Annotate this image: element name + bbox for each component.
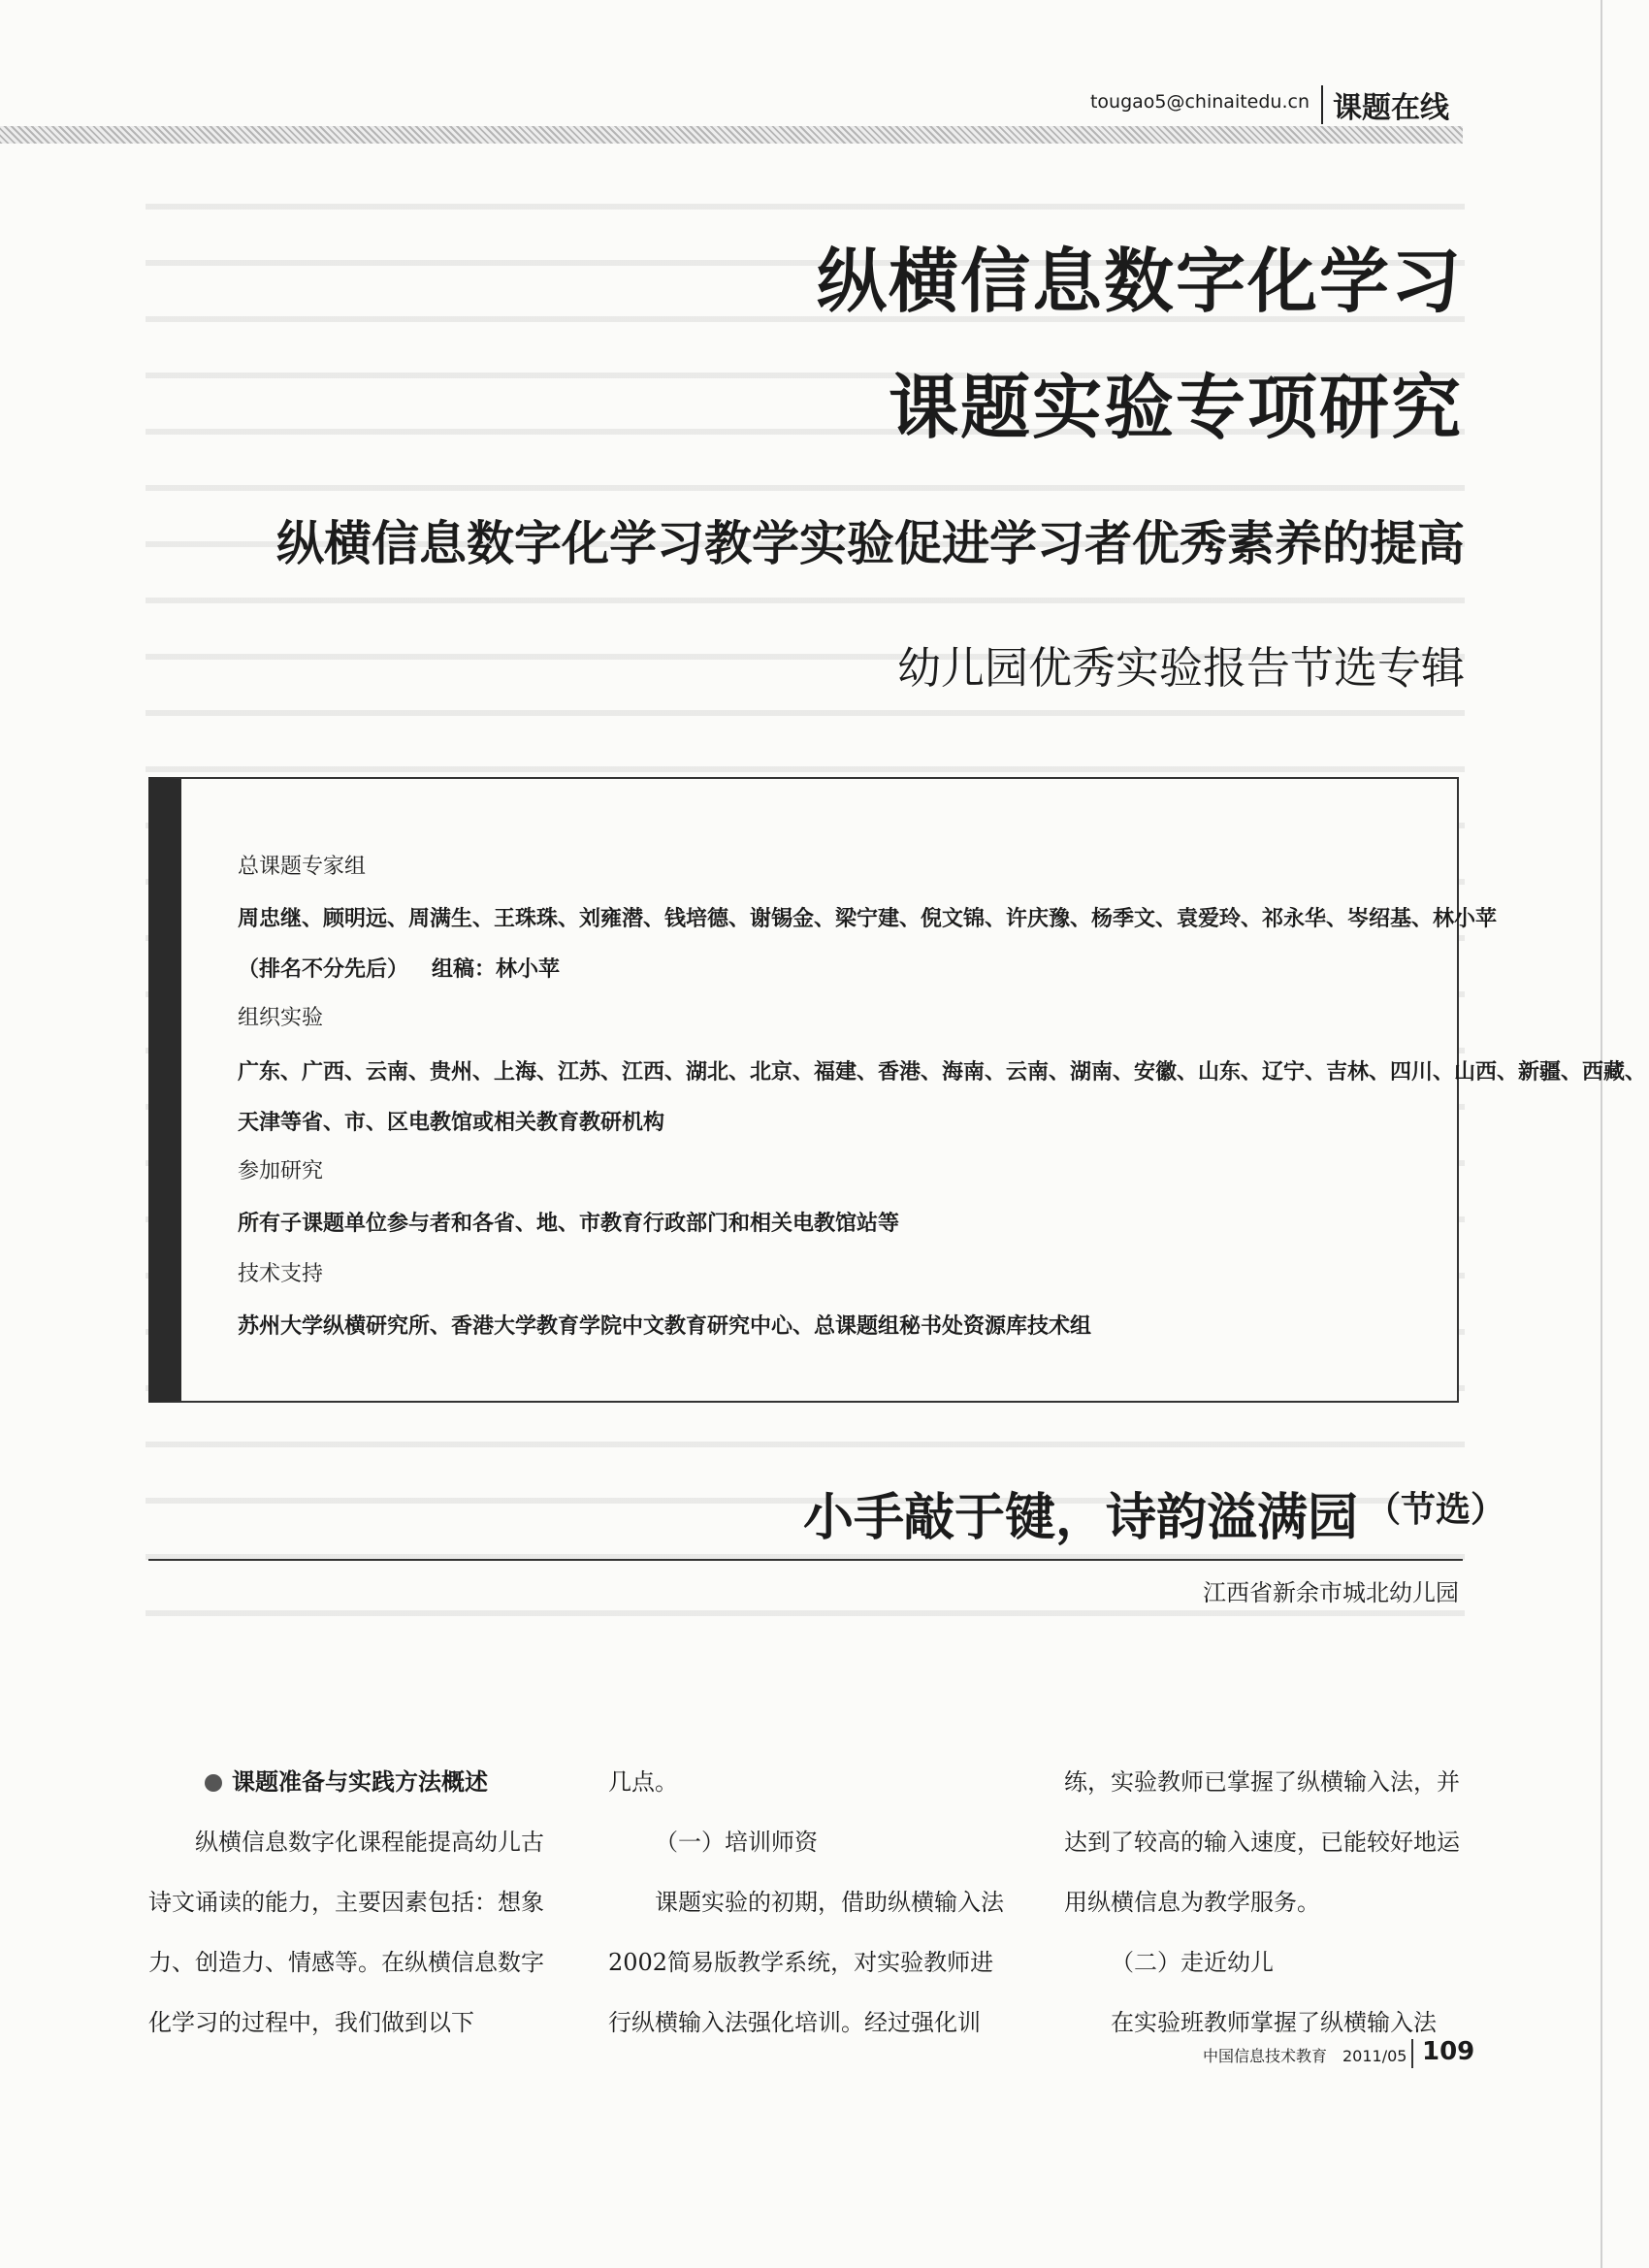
- header-section-title: 课题在线: [1333, 91, 1449, 125]
- join-label: 参加研究: [238, 1159, 324, 1183]
- article-tag: （节选）: [1366, 1490, 1506, 1530]
- header-hatch-band: [0, 126, 1463, 144]
- footer-magazine: 中国信息技术教育 2011/05: [1203, 2047, 1407, 2065]
- article-rule: [148, 1559, 1463, 1561]
- body-column-1: [148, 1752, 556, 2053]
- footer-divider: [1411, 2039, 1413, 2068]
- page-title-line1: 纵横信息数字化学习: [816, 241, 1463, 322]
- body-paragraph: 课题实验的初期，借助纵横输入法2002简易版教学系统，对实验教师进行纵横输入法强化培训。经过强化训: [608, 1889, 1004, 2036]
- header-email[interactable]: tougao5@chinaitedu.cn: [1089, 91, 1310, 113]
- tech-text: 苏州大学纵横研究所、香港大学教育学院中文教育研究中心、总课题组秘书处资源库技术组: [238, 1313, 1092, 1339]
- join-text: 所有子课题单位参与者和各省、地、市教育行政部门和相关电教馆站等: [238, 1211, 900, 1236]
- page-subsubtitle: 幼儿园优秀实验报告节选专辑: [896, 642, 1465, 694]
- experts-label: 总课题专家组: [238, 855, 367, 879]
- article-organization: 江西省新余市城北幼儿园: [1203, 1579, 1459, 1606]
- article-title: 小手敲于键，诗韵溢满园: [802, 1489, 1358, 1547]
- body-paragraph-continued: 几点。: [608, 1768, 678, 1796]
- bullet-icon: [205, 1774, 222, 1792]
- page-number: 109: [1422, 2037, 1475, 2066]
- editor-credit: 组稿：林小苹: [432, 956, 561, 982]
- subheading-training: （一）培训师资: [655, 1829, 818, 1856]
- org-list-line2: 天津等省、市、区电教馆或相关教育教研机构: [238, 1110, 665, 1135]
- body-paragraph-continued: 练，实验教师已掌握了纵横输入法，并达到了较高的输入速度，已能较好地运用纵横信息为教学服务。: [1064, 1768, 1460, 1916]
- org-label: 组织实验: [238, 1006, 324, 1030]
- section-heading-text: 课题准备与实践方法概述: [232, 1768, 488, 1796]
- experts-note: （排名不分先后）: [238, 956, 409, 982]
- page-title-line2: 课题实验专项研究: [888, 367, 1463, 448]
- body-paragraph: 纵横信息数字化课程能提高幼儿古诗文诵读的能力，主要因素包括：想象力、创造力、情感等。在纵横信息数字化学习的过程中，我们做到以下: [148, 1829, 544, 2036]
- tech-label: 技术支持: [238, 1262, 324, 1286]
- org-list-line1: 广东、广西、云南、贵州、上海、江苏、江西、湖北、北京、福建、香港、海南、云南、湖南、安徽、山东、辽宁、吉林、四川、山西、新疆、西藏、: [238, 1059, 1647, 1085]
- page-edge: [1600, 0, 1602, 2268]
- experts-list: 周忠继、顾明远、周满生、王珠珠、刘雍潜、钱培德、谢锡金、梁宁建、倪文锦、许庆豫、杨季文、袁爱玲、祁永华、岑绍基、林小苹: [238, 906, 1498, 931]
- body-column-3: [1064, 1752, 1471, 2053]
- page-subtitle: 纵横信息数字化学习教学实验促进学习者优秀素养的提高: [275, 516, 1465, 571]
- subheading-approach: （二）走近幼儿: [1111, 1949, 1274, 1976]
- body-paragraph: 在实验班教师掌握了纵横输入法: [1111, 2009, 1437, 2036]
- body-column-2: [608, 1752, 1016, 2053]
- section-heading: [148, 1752, 556, 1812]
- header-divider: [1321, 85, 1323, 124]
